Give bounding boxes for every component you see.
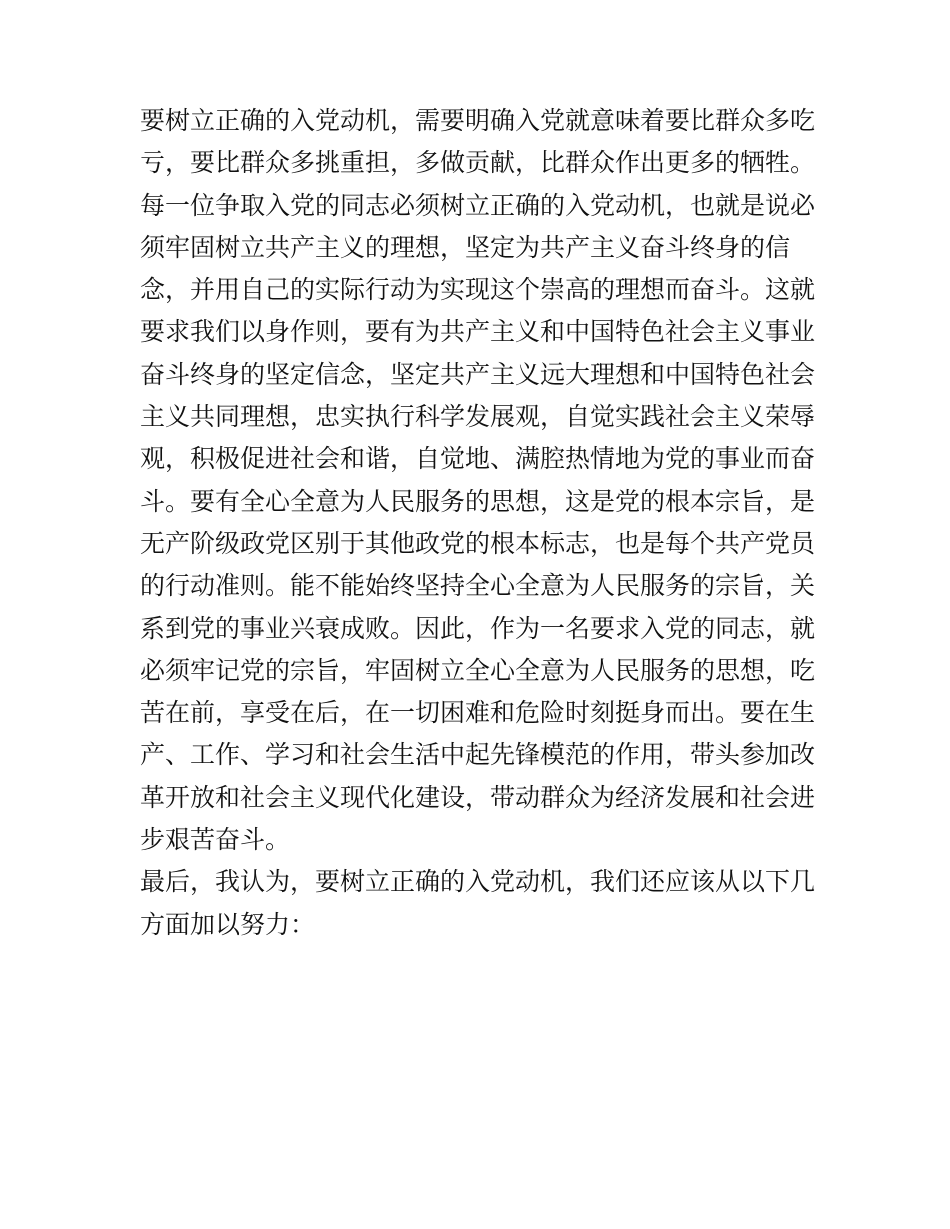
text-line: 念，并用自己的实际行动为实现这个崇高的理想而奋斗。这就 bbox=[140, 275, 816, 305]
body-text bbox=[140, 100, 830, 946]
text-line: 要树立正确的入党动机，需要明确入党就意味着要比群众多吃 bbox=[140, 106, 816, 135]
text-line: 奋斗终身的坚定信念，坚定共产主义远大理想和中国特色社会 bbox=[140, 359, 816, 389]
text-line: 要求我们以身作则，要有为共产主义和中国特色社会主义事业 bbox=[140, 317, 816, 347]
text-line: 须牢固树立共产主义的理想，坚定为共产主义奋斗终身的信 bbox=[140, 232, 791, 262]
text-line: 亏，要比群众多挑重担，多做贡献，比群众作出更多的牺牲。 bbox=[140, 148, 816, 178]
text-line: 产、工作、学习和社会生活中起先锋模范的作用，带头参加改 bbox=[140, 740, 816, 770]
text-line: 的行动准则。能不能始终坚持全心全意为人民服务的宗旨，关 bbox=[140, 571, 816, 601]
text-line: 革开放和社会主义现代化建设，带动群众为经济发展和社会进 bbox=[140, 782, 816, 812]
text-line: 最后，我认为，要树立正确的入党动机，我们还应该从以下几 bbox=[140, 867, 816, 897]
text-line: 系到党的事业兴衰成败。因此，作为一名要求入党的同志，就 bbox=[140, 613, 816, 643]
text-line: 苦在前，享受在后，在一切困难和危险时刻挺身而出。要在生 bbox=[140, 698, 816, 728]
text-line: 方面加以努力： bbox=[140, 909, 316, 939]
text-line: 斗。要有全心全意为人民服务的思想，这是党的根本宗旨，是 bbox=[140, 486, 816, 516]
text-line: 每一位争取入党的同志必须树立正确的入党动机，也就是说必 bbox=[140, 190, 816, 220]
text-line: 主义共同理想，忠实执行科学发展观，自觉实践社会主义荣辱 bbox=[140, 402, 816, 432]
text-line: 步艰苦奋斗。 bbox=[140, 825, 291, 855]
text-line: 必须牢记党的宗旨，牢固树立全心全意为人民服务的思想，吃 bbox=[140, 655, 816, 685]
text-line: 无产阶级政党区别于其他政党的根本标志，也是每个共产党员 bbox=[140, 528, 816, 558]
text-line: 观，积极促进社会和谐，自觉地、满腔热情地为党的事业而奋 bbox=[140, 444, 816, 474]
